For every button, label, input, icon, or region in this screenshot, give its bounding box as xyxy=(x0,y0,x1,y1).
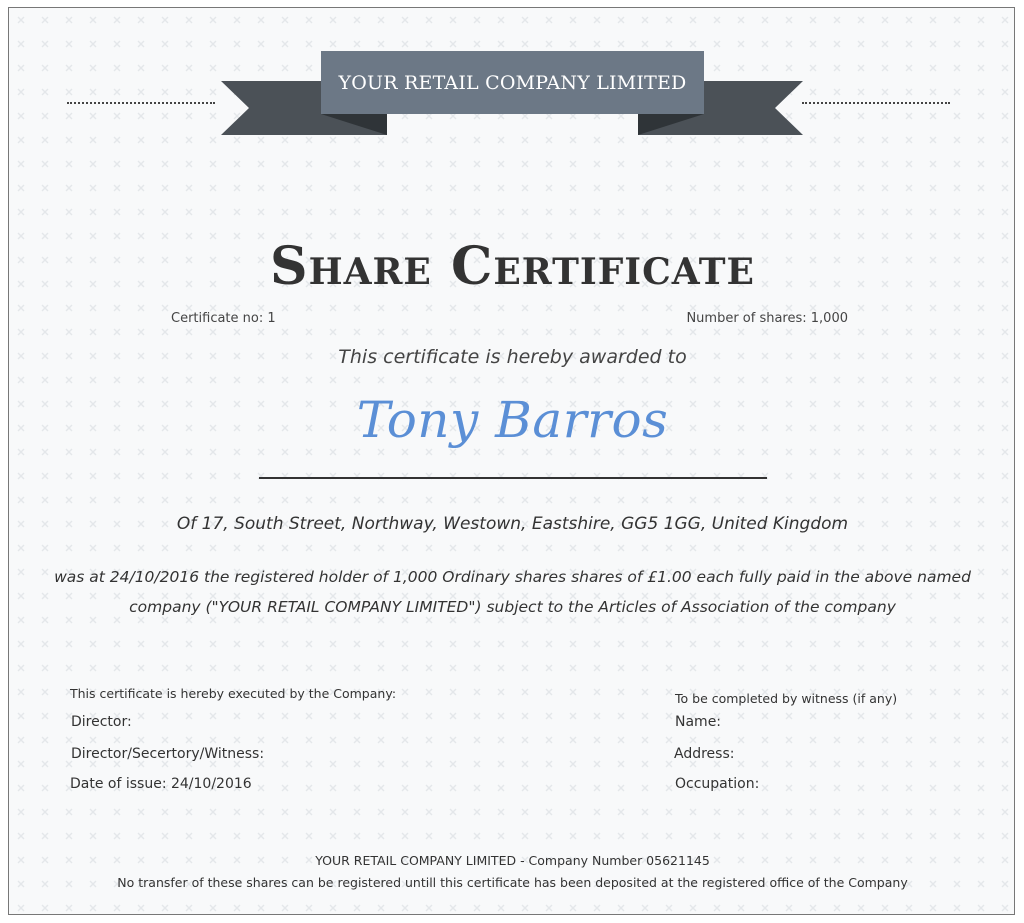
date-of-issue: Date of issue: 24/10/2016 xyxy=(70,776,252,792)
director-secretary-witness-field: Director/Secertory/Witness: xyxy=(71,746,265,762)
company-execution-heading: This certificate is hereby executed by the Company: xyxy=(70,686,397,701)
holder-statement: was at 24/10/2016 the registered holder of 1,000 Ordinary shares shares of £1.00 each fully paid in the above named company ("YOUR RETAIL COMPANY LIMITED") subject to the Articles of Association of the company xyxy=(54,568,971,616)
recipient-address: Of 17, South Street, Northway, Westown, Eastshire, GG5 1GG, United Kingdom xyxy=(176,514,849,534)
right-dotted-divider xyxy=(802,102,950,104)
recipient-name: Tony Barros xyxy=(356,391,669,449)
name-underline xyxy=(259,477,767,479)
left-dotted-divider xyxy=(67,102,215,104)
awarded-to-text: This certificate is hereby awarded to xyxy=(338,346,687,368)
footer-company-number: YOUR RETAIL COMPANY LIMITED - Company Number 05621145 xyxy=(315,853,710,868)
company-banner: YOUR RETAIL COMPANY LIMITED xyxy=(338,71,687,94)
witness-occupation-field: Occupation: xyxy=(675,776,760,792)
share-certificate xyxy=(8,7,1015,915)
footer-transfer-notice: No transfer of these shares can be registered untill this certificate has been deposited at the registered office of the Company xyxy=(117,875,908,890)
witness-name-field: Name: xyxy=(675,714,722,730)
number-of-shares: Number of shares: 1,000 xyxy=(686,311,848,326)
director-field: Director: xyxy=(71,714,132,730)
certificate-title: Share Certificate xyxy=(270,236,755,297)
witness-heading: To be completed by witness (if any) xyxy=(675,691,898,706)
witness-address-field: Address: xyxy=(674,746,735,762)
certificate-number: Certificate no: 1 xyxy=(171,311,276,326)
